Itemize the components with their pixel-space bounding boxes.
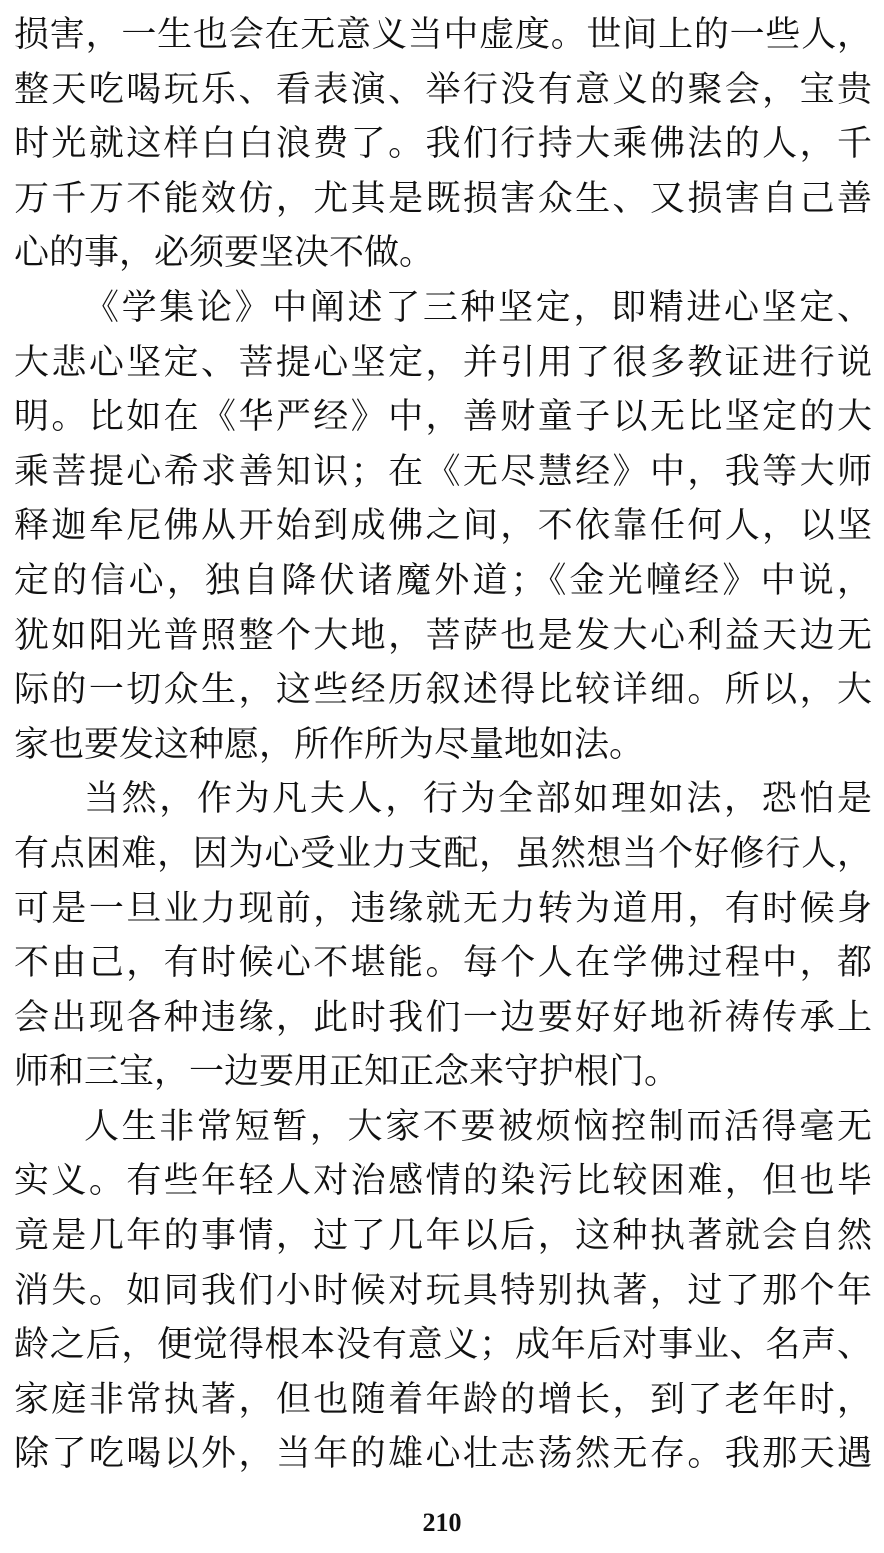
text-line: 不由己，有时候心不堪能。每个人在学佛过程中，都 — [14, 943, 872, 984]
text-line: 竟是几年的事情，过了几年以后，这种执著就会自然 — [14, 1216, 872, 1257]
text-line: 际的一切众生，这些经历叙述得比较详细。所以，大 — [14, 670, 872, 711]
body-text — [14, 8, 872, 1482]
text-line: 家庭非常执著，但也随着年龄的增长，到了老年时， — [14, 1379, 872, 1420]
text-line: 有点困难，因为心受业力支配，虽然想当个好修行人， — [14, 833, 872, 874]
text-line: 万千万不能效仿，尤其是既损害众生、又损害自己善 — [14, 178, 872, 219]
text-line: 明。比如在《华严经》中，善财童子以无比坚定的大 — [14, 397, 872, 438]
text-line: 当然，作为凡夫人，行为全部如理如法，恐怕是 — [84, 779, 872, 820]
text-line: 消失。如同我们小时候对玩具特别执著，过了那个年 — [14, 1270, 872, 1311]
text-line: 时光就这样白白浪费了。我们行持大乘佛法的人，千 — [14, 124, 872, 165]
page-number: 210 — [422, 1508, 462, 1537]
text-line: 家也要发这种愿，所作所为尽量地如法。 — [14, 724, 645, 765]
text-line: 乘菩提心希求善知识；在《无尽慧经》中，我等大师 — [14, 451, 872, 492]
paragraph — [14, 1100, 872, 1482]
text-line: 定的信心，独自降伏诸魔外道；《金光幢经》中说， — [14, 560, 872, 601]
text-line: 可是一旦业力现前，违缘就无力转为道用，有时候身 — [14, 888, 872, 929]
text-line: 整天吃喝玩乐、看表演、举行没有意义的聚会，宝贵 — [14, 69, 872, 110]
paragraph — [14, 281, 872, 772]
text-line: 龄之后，便觉得根本没有意义；成年后对事业、名声、 — [14, 1325, 872, 1366]
text-line: 会出现各种违缘，此时我们一边要好好地祈祷传承上 — [14, 997, 872, 1038]
text-line: 大悲心坚定、菩提心坚定，并引用了很多教证进行说 — [14, 342, 872, 383]
text-line: 实义。有些年轻人对治感情的染污比较困难，但也毕 — [14, 1161, 872, 1202]
text-line: 心的事，必须要坚决不做。 — [14, 233, 435, 274]
paragraph — [14, 8, 872, 281]
text-line: 犹如阳光普照整个大地，菩萨也是发大心利益天边无 — [14, 615, 872, 656]
text-line: 《学集论》中阐述了三种坚定，即精进心坚定、 — [84, 287, 872, 328]
text-line: 释迦牟尼佛从开始到成佛之间，不依靠任何人，以坚 — [14, 506, 872, 547]
text-line: 除了吃喝以外，当年的雄心壮志荡然无存。我那天遇 — [14, 1434, 872, 1475]
paragraph — [14, 772, 872, 1100]
text-line: 损害，一生也会在无意义当中虚度。世间上的一些人， — [14, 15, 872, 55]
text-line: 师和三宝，一边要用正知正念来守护根门。 — [14, 1052, 680, 1093]
text-line: 人生非常短暂，大家不要被烦恼控制而活得毫无 — [84, 1106, 872, 1147]
